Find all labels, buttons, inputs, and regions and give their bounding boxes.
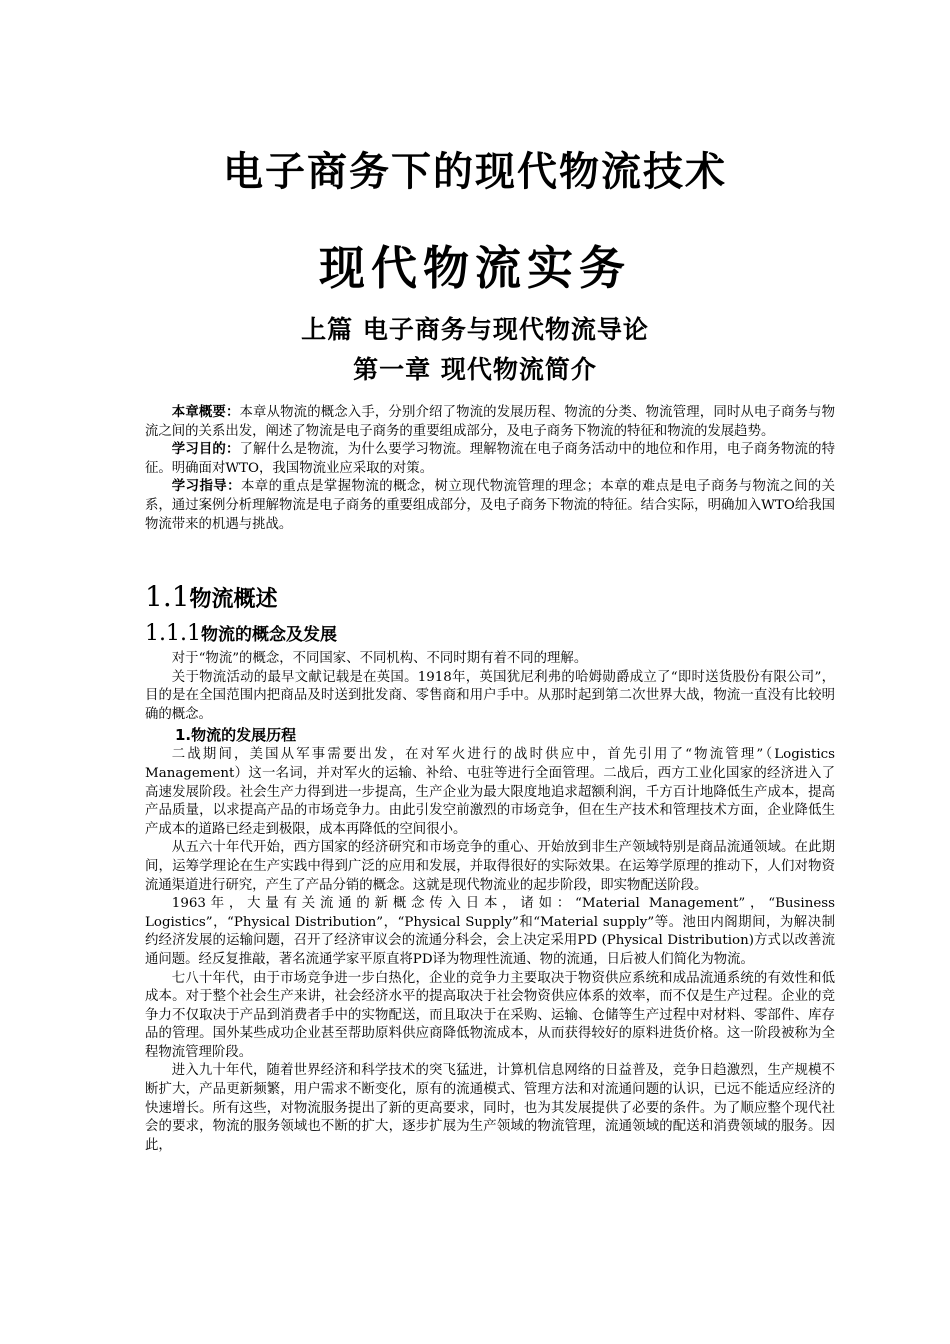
body-paragraph: 二战期间，美国从军事需要出发，在对军火进行的战时供应中，首先引用了“物流管理”（Logistics Management）这一名词，并对军火的运输、补给、屯驻等进行全面管理。二战后，西方工业化国家的经济进入了高速发展阶段。社会生产力得到进一步提高，生产企业为最大限度地追求超额利润，千方百计地降低生产成本，提高产品质量，以求提高产品的市场竞争力。由此引发空前激烈的市场竞争，但在生产技术和管理技术方面，企业降低生产成本的道路已经走到极限，成本再降低的空间很小。 xyxy=(145,747,835,837)
section-title: 物流概述 xyxy=(189,587,278,612)
subsection-title: 物流的概念及发展 xyxy=(200,625,337,645)
document-subtitle: 现代物流实务 xyxy=(319,241,631,295)
summary-overview xyxy=(145,404,835,441)
section-heading xyxy=(145,580,278,613)
subsection-heading xyxy=(145,620,337,646)
summary-label: 学习目的： xyxy=(171,442,240,458)
body-paragraph: 七八十年代，由于市场竞争进一步白热化，企业的竞争力主要取决于物资供应系统和成品流通系统的有效性和低成本。对于整个社会生产来讲，社会经济水平的提高取决于社会物资供应体系的效率，而不仅是生产过程。企业的竞争力不仅取决于产品到消费者手中的实物配送，而且取决于在采购、运输、仓储等生产过程中对材料、零部件、库存品的管理。国外某些成功企业甚至帮助原料供应商降低物流成本，从而获得较好的原料进货价格。这一阶段被称为全程物流管理阶段。 xyxy=(145,970,835,1060)
summary-guidance xyxy=(145,478,835,534)
summary-objectives xyxy=(145,441,835,478)
chapter-summary xyxy=(145,404,835,534)
summary-text: 了解什么是物流，为什么要学习物流。理解物流在电子商务活动中的地位和作用，电子商务物流的特征。明确面对WTO，我国物流业应采取的对策。 xyxy=(145,442,836,476)
summary-label: 学习指导： xyxy=(171,479,241,495)
document-title: 电子商务下的现代物流技术 xyxy=(223,149,727,195)
summary-text: 本章的重点是掌握物流的概念，树立现代物流管理的理念；本章的难点是电子商务与物流之间的关系，通过案例分析理解物流是电子商务的重要组成部分，及电子商务下物流的特征。结合实际，明确加入WTO给我国物流带来的机遇与挑战。 xyxy=(145,479,836,532)
body-paragraph: 进入九十年代，随着世界经济和科学技术的突飞猛进，计算机信息网络的日益普及，竞争日趋激烈，生产规模不断扩大，产品更新频繁，用户需求不断变化，原有的流通模式、管理方法和对流通问题的认识，已远不能适应经济的快速增长。所有这些，对物流服务提出了新的更高要求，同时，也为其发展提供了必要的条件。为了顺应整个现代社会的要求，物流的服务领域也不断的扩大，逐步扩展为生产领域的物流管理，流通领域的配送和消费领域的服务。因此， xyxy=(145,1063,835,1153)
body-paragraph: 关于物流活动的最早文献记载是在英国。1918年，英国犹尼利弗的哈姆勋爵成立了“即时送货股份有限公司”，目的是在全国范围内把商品及时送到批发商、零售商和用户手中。从那时起到第二次世界大战，物流一直没有比较明确的概念。 xyxy=(145,669,835,722)
body-paragraph: 从五六十年代开始，西方国家的经济研究和市场竞争的重心、开始放到非生产领域特别是商品流通领域。在此期间，运筹学理论在生产实践中得到广泛的应用和发展，并取得很好的实际效果。在运筹学原理的推动下，人们对物资流通渠道进行研究，产生了产品分销的概念。这就是现代物流业的起步阶段，即实物配送阶段。 xyxy=(145,840,835,893)
summary-label: 本章概要： xyxy=(171,405,240,420)
section-number: 1.1 xyxy=(145,580,190,613)
body-paragraph: 对于“物流”的概念，不同国家、不同机构、不同时期有着不同的理解。 xyxy=(171,651,588,666)
development-heading: 1.物流的发展历程 xyxy=(175,726,297,745)
part-title: 上篇 电子商务与现代物流导论 xyxy=(301,315,649,344)
body-text xyxy=(145,650,835,1155)
body-paragraph: 1963年，大量有关流通的新概念传入日本，诸如：“Material Management”，“Business Logistics”，“Physical Distribution”，“Physical Supply”和“Material supply”等。池田内阁期间，为解决制约经济发展的运输问题，召开了经济审议会的流通分科会，会上决定采用PD (Physical Distribution)方式以改善流通问题。经反复推敲，著名流通学家平原直将PD译为物理性流通、物的流通，日后被人们简化为物流。 xyxy=(145,896,835,967)
subsection-number: 1.1.1 xyxy=(145,621,201,646)
summary-text: 本章从物流的概念入手，分别介绍了物流的发展历程、物流的分类、物流管理，同时从电子商务与物流之间的关系出发，阐述了物流是电子商务的重要组成部分，及电子商务下物流的特征和物流的发展趋势。 xyxy=(145,405,836,439)
chapter-title: 第一章 现代物流简介 xyxy=(353,355,597,384)
